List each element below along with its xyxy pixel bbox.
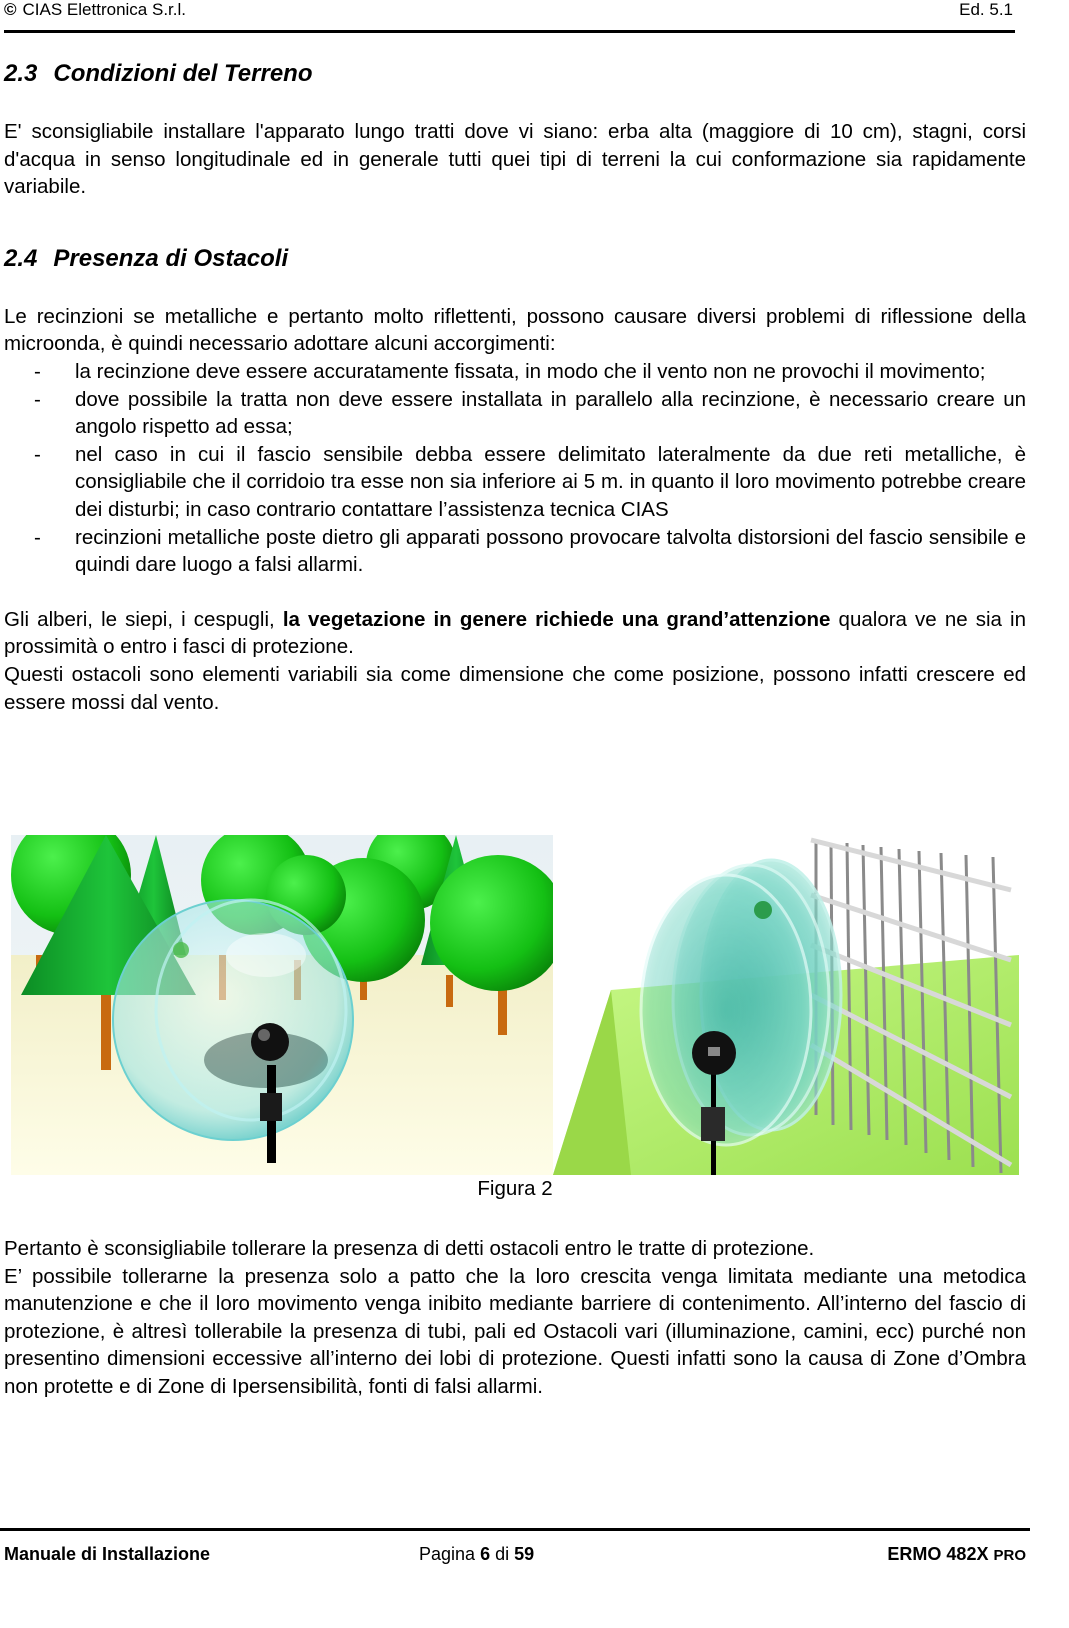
vegetation-paragraph: Gli alberi, le siepi, i cespugli, la vegetazione in genere richiede una grand’attenzione qualora ve ne sia in prossimità o entro i fasci di protezione. [4, 607, 1027, 659]
list-item: - recinzioni metalliche poste dietro gli apparati possono provocare talvolta distorsioni del fascio sensibile e quindi dare luogo a falsi allarmi. [34, 525, 1026, 577]
fence-scene [553, 835, 1019, 1175]
vegetation-emphasis: la vegetazione in genere richiede una grand’attenzione [282, 607, 831, 631]
closing-paragraph-2: E’ possibile tollerarne la presenza solo a patto che la loro crescita venga limitata mediante una metodica manutenzione e che il loro movimento venga inibito mediante barriere di contenimento. All’interno del fascio di protezione, è altresì tollerabile la presenza di tubi, pali ed Ostacoli vari (illuminazione, camini, ecc) purché non presentino dimensioni eccessive all’interno dei lobi di protezione. Questi infatti sono la causa di Zone d’Ombra non protette e di Zone di Ipersensibilità, fonti di falsi allarmi. [4, 1264, 1026, 1398]
copyright-icon: © [4, 0, 17, 19]
main-content [4, 58, 1026, 716]
fences-intro: Le recinzioni se metalliche e pertanto molto riflettenti, possono causare diversi problemi di riflessione della microonda, è quindi necessario adottare alcuni accorgimenti: [4, 304, 1026, 356]
company-name: CIAS Elettronica S.r.l. [22, 0, 186, 19]
footer-rule [0, 1528, 1030, 1531]
closing-content [4, 1235, 1026, 1401]
header-rule [4, 30, 1015, 33]
list-item: - la recinzione deve essere accuratamente fissata, in modo che il vento non ne provochi il movimento; [34, 359, 986, 383]
edition-label: Ed. 5.1 [959, 0, 1013, 19]
page-header [4, 0, 1015, 32]
header-company [4, 0, 186, 20]
section-title: Presenza di Ostacoli [53, 244, 289, 272]
page-number: Pagina 6 di 59 [419, 1544, 535, 1564]
section-heading-2-3 [4, 58, 1026, 90]
closing-paragraph-1: Pertanto è sconsigliabile tollerare la presenza di detti ostacoli entro le tratte di protezione. [4, 1237, 815, 1260]
terrain-paragraph: E' sconsigliabile installare l'apparato lungo tratti dove vi siano: erba alta (maggiore di 10 cm), stagni, corsi d'acqua in senso longitudinale ed in generale tutti quei tipi di terreni la cui conformazione sia rapidamente variabile. [4, 120, 1026, 199]
section-number: 2.4 [4, 244, 38, 272]
list-item: - nel caso in cui il fascio sensibile debba essere delimitato lateralmente da due reti metalliche, è consigliabile che il corridoio tra esse non sia inferiore ai 5 m. in quanto il loro movimento potrebbe creare dei disturbi; in caso contrario contattare l’assistenza tecnica CIAS [34, 442, 1026, 521]
section-title: Condizioni del Terreno [53, 60, 313, 87]
fence-recommendations-list [4, 358, 1026, 579]
manual-title: Manuale di Installazione [4, 1544, 211, 1564]
figure-caption: Figura 2 [477, 1177, 553, 1200]
product-name: ERMO 482X PRO [887, 1544, 1026, 1564]
figure-2-illustration [11, 835, 1019, 1175]
obstacles-paragraph: Questi ostacoli sono elementi variabili sia come dimensione che come posizione, possono infatti crescere ed essere mossi dal vento. [4, 662, 1026, 714]
figure-2 [11, 835, 1019, 1175]
vegetation-scene [11, 835, 566, 1175]
section-number: 2.3 [4, 60, 38, 87]
list-item: - dove possibile la tratta non deve essere installata in parallelo alla recinzione, è necessario creare un angolo rispetto ad essa; [34, 387, 1026, 439]
section-heading-2-4 [4, 243, 1026, 275]
